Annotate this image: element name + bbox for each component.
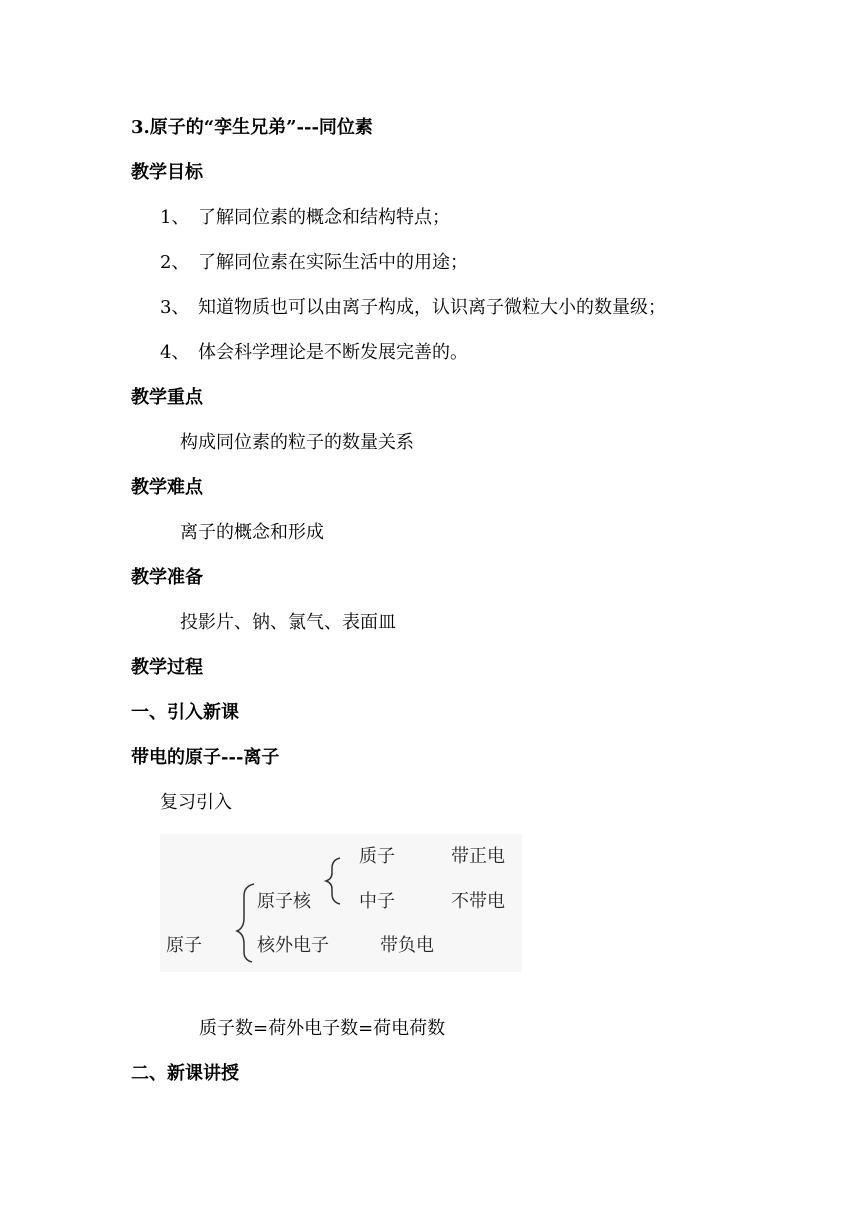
objective-number: 4、 — [160, 342, 190, 363]
proton-charge-label: 带正电 — [451, 846, 505, 867]
objective-number: 3、 — [160, 297, 190, 318]
section-1-heading: 一、引入新课 — [131, 702, 239, 723]
neutron-charge-label: 不带电 — [451, 891, 505, 912]
key-point-text: 构成同位素的粒子的数量关系 — [180, 432, 414, 453]
atom-structure-diagram — [160, 834, 522, 972]
preparation-text: 投影片、钠、氯气、表面皿 — [180, 612, 396, 633]
objective-text: 了解同位素的概念和结构特点； — [198, 207, 450, 228]
section-1-subheading: 带电的原子---离子 — [131, 747, 280, 768]
objective-item-2 — [160, 251, 468, 275]
nucleus-label: 原子核 — [257, 891, 311, 912]
document-title: 3.原子的“孪生兄弟”---同位素 — [131, 117, 373, 138]
section-2-heading: 二、新课讲授 — [131, 1063, 239, 1084]
charge-equation: 质子数=荷外电子数=荷电荷数 — [199, 1018, 446, 1039]
proton-label: 质子 — [359, 846, 395, 867]
objective-text: 知道物质也可以由离子构成，认识离子微粒大小的数量级； — [198, 297, 666, 318]
difficulty-text: 离子的概念和形成 — [180, 522, 324, 543]
electron-charge-label: 带负电 — [380, 935, 434, 956]
objective-text: 了解同位素在实际生活中的用途； — [198, 252, 468, 273]
objectives-heading: 教学目标 — [131, 162, 203, 183]
electron-label: 核外电子 — [257, 935, 329, 956]
neutron-label: 中子 — [359, 891, 395, 912]
objective-number: 2、 — [160, 252, 190, 273]
objective-item-4 — [160, 341, 468, 365]
preparation-heading: 教学准备 — [131, 567, 203, 588]
difficulty-heading: 教学难点 — [131, 477, 203, 498]
process-heading: 教学过程 — [131, 657, 203, 678]
objective-number: 1、 — [160, 207, 190, 228]
atom-label: 原子 — [166, 935, 202, 956]
objective-text: 体会科学理论是不断发展完善的。 — [198, 342, 468, 363]
section-1-intro: 复习引入 — [160, 792, 232, 813]
objective-item-3 — [160, 296, 666, 320]
key-point-heading: 教学重点 — [131, 387, 203, 408]
objective-item-1 — [160, 206, 450, 230]
